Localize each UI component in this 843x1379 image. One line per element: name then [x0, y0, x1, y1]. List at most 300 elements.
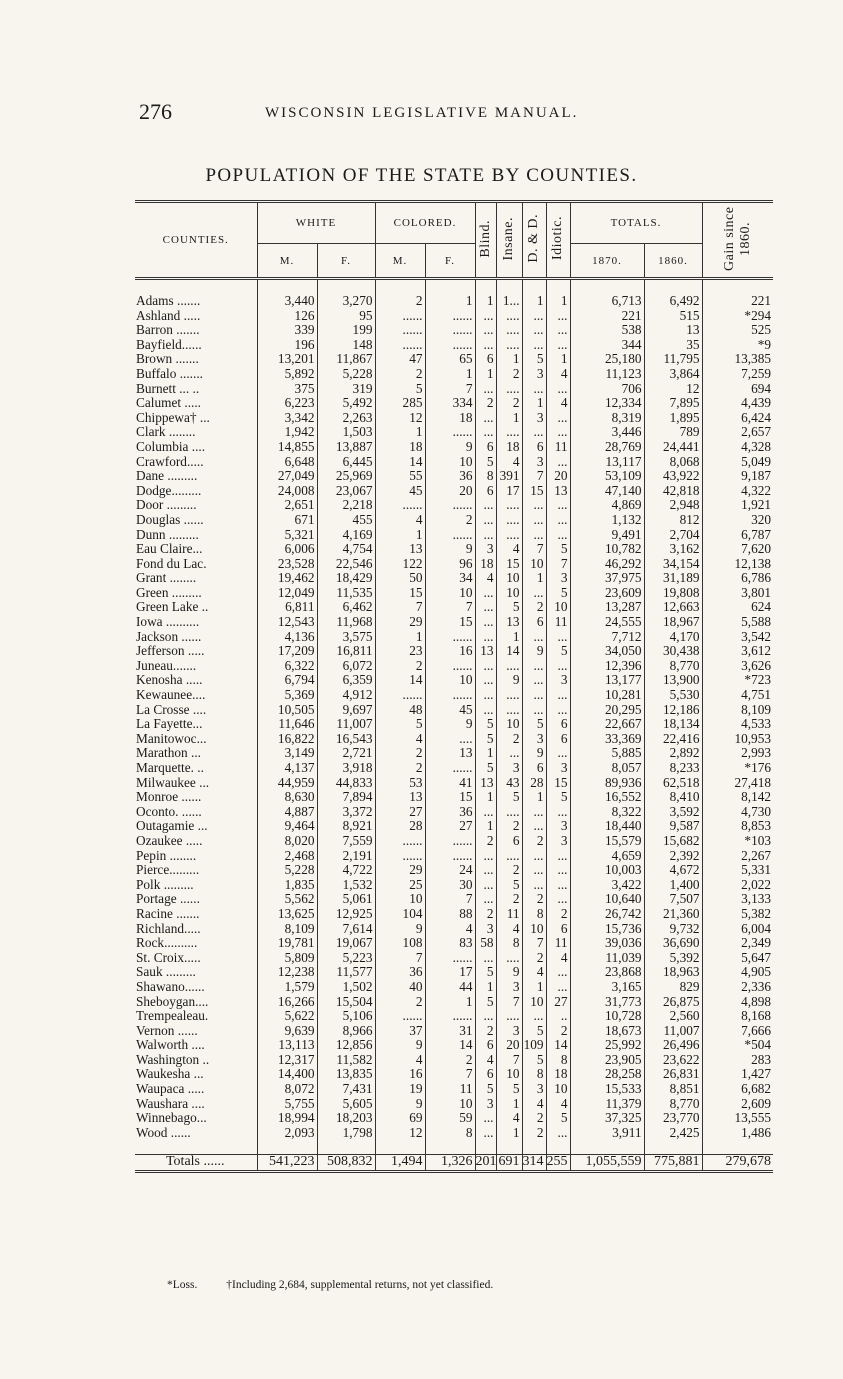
colored-male: 4 [375, 732, 425, 747]
pop-1860: 7,507 [644, 892, 702, 907]
idiotic: ... [546, 528, 570, 543]
white-female: 7,431 [317, 1082, 375, 1097]
deaf-dumb: 2 [522, 834, 546, 849]
colored-female: 334 [425, 396, 475, 411]
page-number: 276 [139, 99, 172, 124]
colored-female: 7 [425, 600, 475, 615]
table-row [135, 878, 773, 893]
colored-male: 2 [375, 761, 425, 776]
county-name: Jefferson ..... [136, 644, 205, 659]
colored-female: ...... [425, 659, 475, 674]
blind: 5 [475, 1082, 496, 1097]
insane: 43 [496, 776, 522, 791]
table-row [135, 1009, 773, 1024]
gain: 4,328 [702, 440, 773, 455]
idiotic: ... [546, 746, 570, 761]
pop-1870: 4,869 [570, 498, 644, 513]
gain: 7,666 [702, 1024, 773, 1039]
white-female: 11,535 [317, 586, 375, 601]
gain: 6,682 [702, 1082, 773, 1097]
white-female: 319 [317, 382, 375, 397]
gain: 2,609 [702, 1097, 773, 1112]
pop-1860: 35 [644, 338, 702, 353]
pop-1860: 6,492 [644, 294, 702, 309]
idiotic: 3 [546, 834, 570, 849]
gain: 4,898 [702, 995, 773, 1010]
pop-1870: 12,334 [570, 396, 644, 411]
white-female: 1,502 [317, 980, 375, 995]
deaf-dumb: 6 [522, 761, 546, 776]
county-name: Eau Claire... [136, 542, 203, 557]
idiotic: ... [546, 980, 570, 995]
colored-male: 1 [375, 528, 425, 543]
pop-1870: 46,292 [570, 557, 644, 572]
deaf-dumb: 10 [522, 995, 546, 1010]
county-name: Burnett ... .. [136, 381, 200, 396]
colored-female: ...... [425, 849, 475, 864]
white-female: 6,072 [317, 659, 375, 674]
idiotic: ... [546, 659, 570, 674]
pop-1860: 13 [644, 323, 702, 338]
colored-female: 14 [425, 1038, 475, 1053]
white-male: 14,855 [257, 440, 317, 455]
white-female: 5,492 [317, 396, 375, 411]
county-name: Portage ...... [136, 892, 200, 907]
deaf-dumb: ... [522, 425, 546, 440]
gain: 3,801 [702, 586, 773, 601]
gain: 4,439 [702, 396, 773, 411]
pop-1860: 24,441 [644, 440, 702, 455]
insane: 17 [496, 484, 522, 499]
county-name: Douglas ...... [136, 512, 204, 527]
county-name: Sauk ......... [136, 965, 196, 980]
white-male: 16,822 [257, 732, 317, 747]
pop-1860: 13,900 [644, 673, 702, 688]
pop-1870: 3,446 [570, 425, 644, 440]
gain: 8,853 [702, 819, 773, 834]
table-row [135, 1126, 773, 1141]
deaf-dumb: 15 [522, 484, 546, 499]
blind: 5 [475, 455, 496, 470]
county-name: Ozaukee ..... [136, 833, 203, 848]
white-female: 6,445 [317, 455, 375, 470]
dd-header: D. & D. [522, 202, 546, 279]
insane: .... [496, 513, 522, 528]
gain: 2,993 [702, 746, 773, 761]
insane: 5 [496, 600, 522, 615]
idiotic: ... [546, 965, 570, 980]
table-row [135, 1024, 773, 1039]
table-row [135, 542, 773, 557]
pop-1860: 2,425 [644, 1126, 702, 1141]
table-row [135, 484, 773, 499]
pop-1870: 3,422 [570, 878, 644, 893]
pop-1860: 2,948 [644, 498, 702, 513]
insane: .... [496, 425, 522, 440]
colored-male: 7 [375, 951, 425, 966]
county-name: Richland..... [136, 921, 201, 936]
blind: ... [475, 513, 496, 528]
pop-1870: 37,325 [570, 1111, 644, 1126]
county-name: Clark ........ [136, 425, 196, 440]
idiotic: .. [546, 1009, 570, 1024]
white-female: 148 [317, 338, 375, 353]
totals-idiotic: 255 [546, 1155, 570, 1172]
colored-header: COLORED. [375, 202, 475, 244]
table-row [135, 834, 773, 849]
blind: ... [475, 630, 496, 645]
county-name: Oconto. ...... [136, 804, 202, 819]
white-male: 3,440 [257, 294, 317, 309]
white-male: 13,625 [257, 907, 317, 922]
county-name: Waushara .... [136, 1096, 205, 1111]
pop-1860: 7,895 [644, 396, 702, 411]
colored-female: 24 [425, 863, 475, 878]
insane: 5 [496, 1082, 522, 1097]
blind: ... [475, 849, 496, 864]
pop-1870: 16,552 [570, 790, 644, 805]
colored-female: 65 [425, 352, 475, 367]
table-row [135, 338, 773, 353]
idiotic: 10 [546, 1082, 570, 1097]
gain: 6,004 [702, 922, 773, 937]
table-row [135, 980, 773, 995]
idiotic: 18 [546, 1067, 570, 1082]
colored-female: 10 [425, 586, 475, 601]
pop-1870: 9,491 [570, 528, 644, 543]
gain: 13,385 [702, 352, 773, 367]
colored-male: 2 [375, 746, 425, 761]
pop-1870: 25,180 [570, 352, 644, 367]
deaf-dumb: ... [522, 863, 546, 878]
deaf-dumb: ... [522, 1009, 546, 1024]
blind: 3 [475, 1097, 496, 1112]
totals-1870: 1,055,559 [570, 1155, 644, 1172]
county-name: Pepin ........ [136, 848, 197, 863]
colored-f-header: F. [425, 244, 475, 279]
idiotic: 20 [546, 469, 570, 484]
gain: *723 [702, 673, 773, 688]
insane: 10 [496, 571, 522, 586]
white-female: 16,543 [317, 732, 375, 747]
pop-1860: 8,233 [644, 761, 702, 776]
blind: 6 [475, 1067, 496, 1082]
pop-1870: 15,533 [570, 1082, 644, 1097]
pop-1860: 8,068 [644, 455, 702, 470]
insane: .... [496, 338, 522, 353]
gain: 2,022 [702, 878, 773, 893]
pop-1860: 42,818 [644, 484, 702, 499]
white-female: 6,359 [317, 673, 375, 688]
county-name: Marathon ... [136, 746, 201, 761]
pop-1870: 8,322 [570, 805, 644, 820]
totals-label: Totals ...... [135, 1155, 257, 1172]
insane: .... [496, 951, 522, 966]
blind: ... [475, 338, 496, 353]
blind: 13 [475, 644, 496, 659]
white-female: 5,106 [317, 1009, 375, 1024]
totals-1860: 775,881 [644, 1155, 702, 1172]
colored-female: 7 [425, 1067, 475, 1082]
colored-male: 29 [375, 615, 425, 630]
insane: 1 [496, 411, 522, 426]
gain: 13,555 [702, 1111, 773, 1126]
county-name: Iowa .......... [136, 615, 200, 630]
table-row [135, 776, 773, 791]
colored-male: 2 [375, 294, 425, 309]
insane: 1 [496, 1097, 522, 1112]
white-female: 7,559 [317, 834, 375, 849]
white-male: 17,209 [257, 644, 317, 659]
pop-1870: 1,132 [570, 513, 644, 528]
pop-1860: 2,392 [644, 849, 702, 864]
white-header: WHITE [257, 202, 375, 244]
blind: 58 [475, 936, 496, 951]
blind: 6 [475, 484, 496, 499]
blind: 5 [475, 717, 496, 732]
gain: 6,424 [702, 411, 773, 426]
white-female: 3,372 [317, 805, 375, 820]
gain: 3,612 [702, 644, 773, 659]
white-female: 3,575 [317, 630, 375, 645]
deaf-dumb: 1 [522, 571, 546, 586]
colored-female: 1 [425, 995, 475, 1010]
idiotic: 5 [546, 1111, 570, 1126]
gain: 5,382 [702, 907, 773, 922]
gain: 4,905 [702, 965, 773, 980]
colored-female: 20 [425, 484, 475, 499]
table-row [135, 382, 773, 397]
totals-gain: 279,678 [702, 1155, 773, 1172]
white-female: 23,067 [317, 484, 375, 499]
table-row [135, 498, 773, 513]
county-name: La Fayette... [136, 717, 203, 732]
table-row [135, 746, 773, 761]
insane: 5 [496, 790, 522, 805]
table-body [135, 279, 773, 1155]
white-female: 1,532 [317, 878, 375, 893]
colored-male: 14 [375, 455, 425, 470]
colored-male: 23 [375, 644, 425, 659]
idiotic: 2 [546, 907, 570, 922]
table-row [135, 819, 773, 834]
deaf-dumb: ... [522, 673, 546, 688]
county-name: Jackson ...... [136, 629, 202, 644]
pop-1870: 6,713 [570, 294, 644, 309]
colored-female: ...... [425, 425, 475, 440]
deaf-dumb: 3 [522, 411, 546, 426]
gain: 624 [702, 600, 773, 615]
pop-1860: 11,795 [644, 352, 702, 367]
county-name: Door ......... [136, 498, 197, 513]
pop-1860: 4,170 [644, 630, 702, 645]
table-row [135, 323, 773, 338]
white-female: 13,887 [317, 440, 375, 455]
white-male: 1,579 [257, 980, 317, 995]
pop-1870: 23,905 [570, 1053, 644, 1068]
white-male: 24,008 [257, 484, 317, 499]
blind: ... [475, 703, 496, 718]
white-m-header: M. [257, 244, 317, 279]
insane: 10 [496, 717, 522, 732]
table-row [135, 1082, 773, 1097]
blind: 18 [475, 557, 496, 572]
white-female: 3,918 [317, 761, 375, 776]
county-name: Wood ...... [136, 1125, 191, 1140]
white-male: 12,238 [257, 965, 317, 980]
colored-male: 14 [375, 673, 425, 688]
white-female: 44,833 [317, 776, 375, 791]
colored-m-header: M. [375, 244, 425, 279]
idiotic: 15 [546, 776, 570, 791]
insane: 4 [496, 542, 522, 557]
blind: ... [475, 805, 496, 820]
pop-1870: 53,109 [570, 469, 644, 484]
totals-header: TOTALS. [570, 202, 702, 244]
table-row [135, 1053, 773, 1068]
blind: ... [475, 951, 496, 966]
blind: ... [475, 673, 496, 688]
pop-1860: 18,967 [644, 615, 702, 630]
insane: 2 [496, 819, 522, 834]
blind: 5 [475, 761, 496, 776]
white-female: 18,429 [317, 571, 375, 586]
insane: .... [496, 323, 522, 338]
pop-1870: 538 [570, 323, 644, 338]
white-male: 339 [257, 323, 317, 338]
deaf-dumb: ... [522, 805, 546, 820]
deaf-dumb: 1 [522, 294, 546, 309]
pop-1860: 829 [644, 980, 702, 995]
colored-female: 83 [425, 936, 475, 951]
deaf-dumb: 3 [522, 732, 546, 747]
blind: 4 [475, 571, 496, 586]
insane: .... [496, 382, 522, 397]
pop-1860: 1,400 [644, 878, 702, 893]
pop-1860: 21,360 [644, 907, 702, 922]
colored-female: 27 [425, 819, 475, 834]
white-male: 16,266 [257, 995, 317, 1010]
colored-female: ...... [425, 309, 475, 324]
colored-female: 2 [425, 1053, 475, 1068]
county-name: Juneau....... [136, 658, 197, 673]
insane: 10 [496, 586, 522, 601]
pop-1860: 2,892 [644, 746, 702, 761]
insane: 1... [496, 294, 522, 309]
colored-female: 31 [425, 1024, 475, 1039]
white-male: 9,639 [257, 1024, 317, 1039]
gain: *9 [702, 338, 773, 353]
idiotic: 3 [546, 571, 570, 586]
insane: 3 [496, 980, 522, 995]
pop-1870: 3,165 [570, 980, 644, 995]
insane: 4 [496, 922, 522, 937]
deaf-dumb: 4 [522, 965, 546, 980]
deaf-dumb: 3 [522, 455, 546, 470]
white-male: 4,137 [257, 761, 317, 776]
colored-male: 104 [375, 907, 425, 922]
idiotic: ... [546, 863, 570, 878]
pop-1860: 8,770 [644, 659, 702, 674]
colored-female: .... [425, 732, 475, 747]
footnote-including: †Including 2,684, supplemental returns, not yet classified. [226, 1279, 494, 1291]
deaf-dumb: 1 [522, 980, 546, 995]
pop-1860: 30,438 [644, 644, 702, 659]
colored-female: 96 [425, 557, 475, 572]
blind: ... [475, 382, 496, 397]
gain: 8,109 [702, 703, 773, 718]
white-male: 5,562 [257, 892, 317, 907]
colored-male: ...... [375, 834, 425, 849]
gain: 3,542 [702, 630, 773, 645]
totals-white-f: 508,832 [317, 1155, 375, 1172]
colored-female: 1 [425, 367, 475, 382]
colored-male: ...... [375, 688, 425, 703]
idiotic: 6 [546, 922, 570, 937]
white-male: 8,630 [257, 790, 317, 805]
white-male: 9,464 [257, 819, 317, 834]
year-1870-header: 1870. [570, 244, 644, 279]
insane: 1 [496, 630, 522, 645]
blind: 2 [475, 907, 496, 922]
blind: 1 [475, 819, 496, 834]
county-name: Chippewa† ... [136, 410, 210, 425]
white-female: 4,722 [317, 863, 375, 878]
colored-male: ...... [375, 1009, 425, 1024]
white-male: 5,228 [257, 863, 317, 878]
county-name: Trempealeau. [136, 1009, 209, 1024]
insane: 4 [496, 1111, 522, 1126]
white-male: 10,505 [257, 703, 317, 718]
county-name: Walworth .... [136, 1038, 205, 1053]
white-female: 6,462 [317, 600, 375, 615]
blind: 5 [475, 732, 496, 747]
pop-1870: 89,936 [570, 776, 644, 791]
table-row [135, 615, 773, 630]
table-row [135, 396, 773, 411]
white-female: 7,894 [317, 790, 375, 805]
gain: 5,647 [702, 951, 773, 966]
idiotic: 7 [546, 557, 570, 572]
pop-1870: 11,379 [570, 1097, 644, 1112]
pop-1870: 33,369 [570, 732, 644, 747]
blind: ... [475, 688, 496, 703]
county-name: Rock.......... [136, 936, 198, 951]
insane: 15 [496, 557, 522, 572]
insane: 11 [496, 907, 522, 922]
white-female: 5,605 [317, 1097, 375, 1112]
totals-colored-f: 1,326 [425, 1155, 475, 1172]
colored-female: ...... [425, 630, 475, 645]
white-female: 11,968 [317, 615, 375, 630]
insane: 20 [496, 1038, 522, 1053]
gain: 5,331 [702, 863, 773, 878]
table-row [135, 411, 773, 426]
colored-male: 2 [375, 367, 425, 382]
insane: 6 [496, 834, 522, 849]
footnote-loss: *Loss. [167, 1279, 198, 1291]
pop-1870: 5,885 [570, 746, 644, 761]
pop-1870: 13,177 [570, 673, 644, 688]
idiotic: 5 [546, 586, 570, 601]
idiotic: 4 [546, 951, 570, 966]
deaf-dumb: ... [522, 338, 546, 353]
pop-1860: 11,007 [644, 1024, 702, 1039]
insane: 7 [496, 1053, 522, 1068]
deaf-dumb: ... [522, 498, 546, 513]
county-name: Green Lake .. [136, 600, 209, 615]
pop-1860: 9,587 [644, 819, 702, 834]
